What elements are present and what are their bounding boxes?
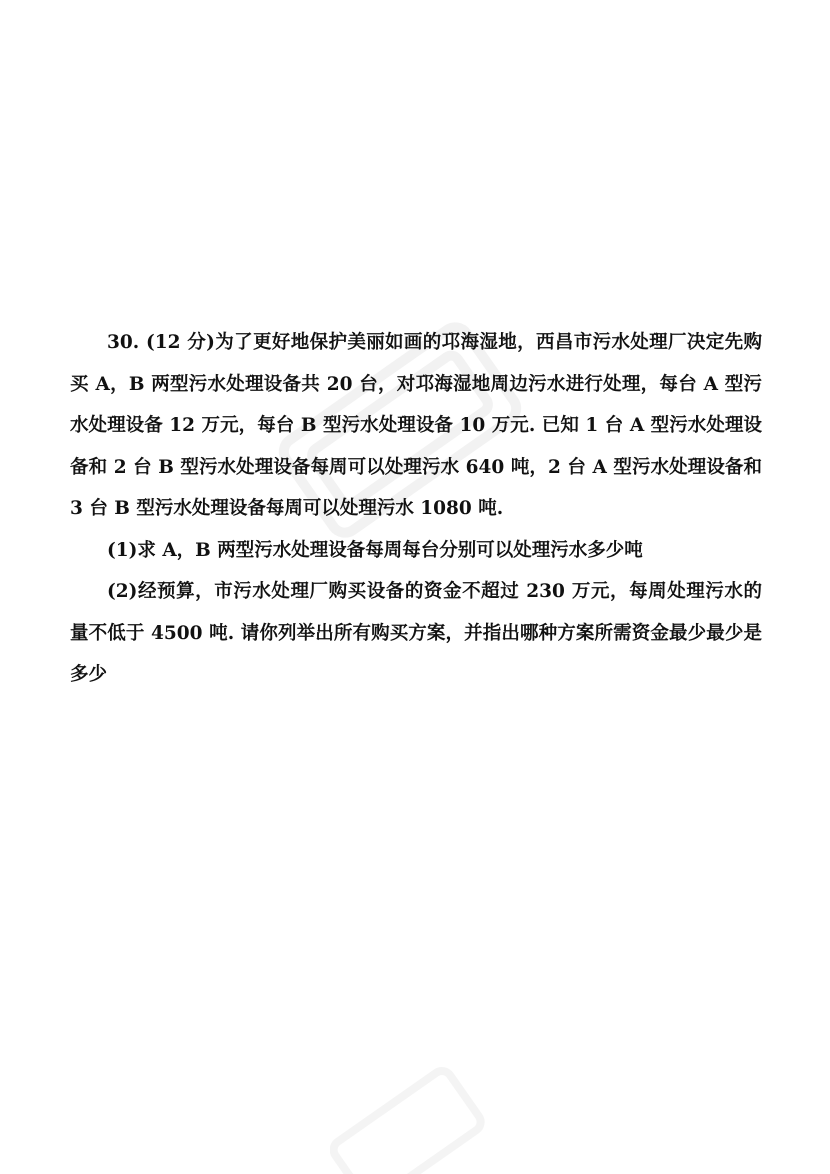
question-part-1: (1)求 A，B 两型污水处理设备每周每台分别可以处理污水多少吨 xyxy=(107,539,643,561)
watermark-logo-bottom xyxy=(330,1060,490,1174)
question-stem: 30. (12 分)为了更好地保护美丽如画的邛海湿地，西昌市污水处理厂决定先购买 A，B 两型污水处理设备共 20 台，对邛海湿地周边污水进行处理，每台 A 型污水处理设备 12 万元，每台 B 型污水处理设备 10 万元. 已知 1 台 A 型污水处理设备和 2 台 B 型污水处理设备每周可以处理污水 640 吨，2 台 A 型污水处理设备和 3 台 B 型污水处理设备每周可以处理污水 1080 吨. xyxy=(70,332,762,519)
question-part-2: (2)经预算，市污水处理厂购买设备的资金不超过 230 万元，每周处理污水的量不低于 4500 吨. 请你列举出所有购买方案，并指出哪种方案所需资金最少最少是多少 xyxy=(70,581,762,685)
question-30 xyxy=(70,322,762,696)
